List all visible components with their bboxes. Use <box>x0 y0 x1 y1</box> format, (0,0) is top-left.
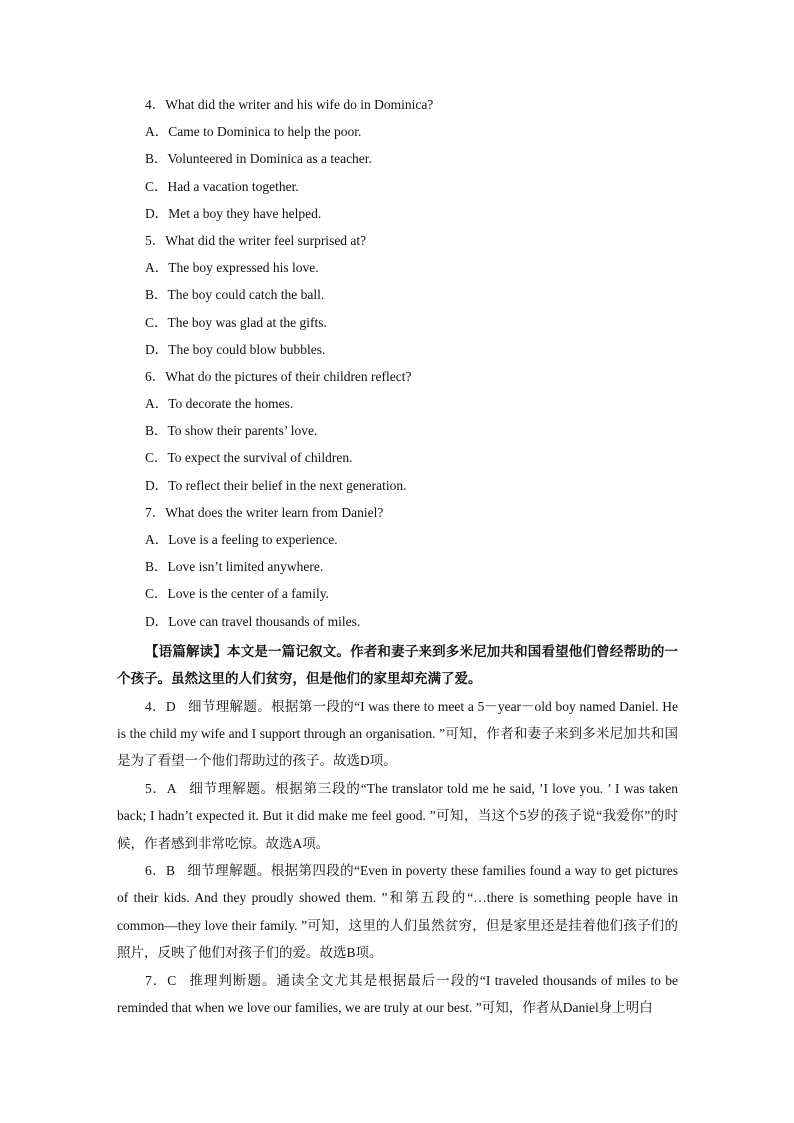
option: C．The boy was glad at the gifts. <box>145 314 327 330</box>
summary-text: 本文是一篇记叙文。作者和妻子来到多米尼加共和国看望他们曾经帮助的一个孩子。虽然这里的人们贫穷，但是他们的家里却充满了爱。 <box>117 643 679 687</box>
option: C．Had a vacation together. <box>145 178 299 194</box>
answer-text: 细节理解题。根据第三段的“The translator told me he said, ’I love you. ’ I was taken back; I hadn’t expected it. But it did make me feel good. ”可知，当这个5岁的孩子说“我爱你”的时候，作者感到非常吃惊。故选A项。 <box>117 780 678 851</box>
question-stem: 5．What did the writer feel surprised at? <box>145 232 367 248</box>
option: A．Came to Dominica to help the poor. <box>145 124 362 140</box>
answer-explanation <box>117 693 678 775</box>
option: A．Love is a feeling to experience. <box>145 532 338 547</box>
answer-key: 6．B <box>145 863 176 878</box>
question-stem: 4．What did the writer and his wife do in Dominica? <box>145 97 434 112</box>
option: B．The boy could catch the ball. <box>145 287 325 303</box>
option: D．To reflect their belief in the next generation. <box>145 477 407 493</box>
option: A．To decorate the homes. <box>145 396 294 412</box>
answer-text: 细节理解题。根据第四段的“Even in poverty these families found a way to get pictures of their kids. And they proudly showed them. ”和第五段的“…there is something people have in common—they love their family. ”可知，这里的人们虽然贫穷，但是家里还是挂着他们孩子们的照片，反映了他们对孩子们的爱。故选B项。 <box>117 863 678 961</box>
summary-label: 【语篇解读】 <box>145 643 228 659</box>
answer-text: 细节理解题。根据第一段的“I was there to meet a 5－year－old boy named Daniel. He is the child my wife and I support through an organisation. ”可知，作者和妻子来到多米尼加共和国是为了看望一个他们帮助过的孩子。故选D项。 <box>117 698 678 769</box>
document-content <box>117 94 678 1021</box>
answer-key: 7．C <box>145 972 177 988</box>
option: B．Love isn’t limited anywhere. <box>145 559 324 575</box>
question-stem: 6．What do the pictures of their children reflect? <box>145 368 412 384</box>
answer-key: 5．A <box>145 780 177 796</box>
option: D．The boy could blow bubbles. <box>145 341 326 357</box>
answer-explanation <box>117 775 678 857</box>
option: C．To expect the survival of children. <box>145 450 353 466</box>
option: D．Met a boy they have helped. <box>145 205 322 221</box>
option: A．The boy expressed his love. <box>145 260 319 276</box>
answer-explanation <box>117 967 678 1022</box>
option: D．Love can travel thousands of miles. <box>145 613 361 629</box>
passage-summary <box>117 638 678 693</box>
answer-explanation <box>117 857 678 967</box>
option: B．To show their parents’ love. <box>145 423 318 439</box>
option: B．Volunteered in Dominica as a teacher. <box>145 151 372 167</box>
answer-text: 推理判断题。通读全文尤其是根据最后一段的“I traveled thousands of miles to be reminded that when we love our families, we are truly at our best. ”可知，作者从Daniel身上明白 <box>117 972 678 1016</box>
question-stem: 7．What does the writer learn from Daniel? <box>145 504 384 520</box>
option: C．Love is the center of a family. <box>145 586 329 602</box>
answer-key: 4．D <box>145 698 176 714</box>
